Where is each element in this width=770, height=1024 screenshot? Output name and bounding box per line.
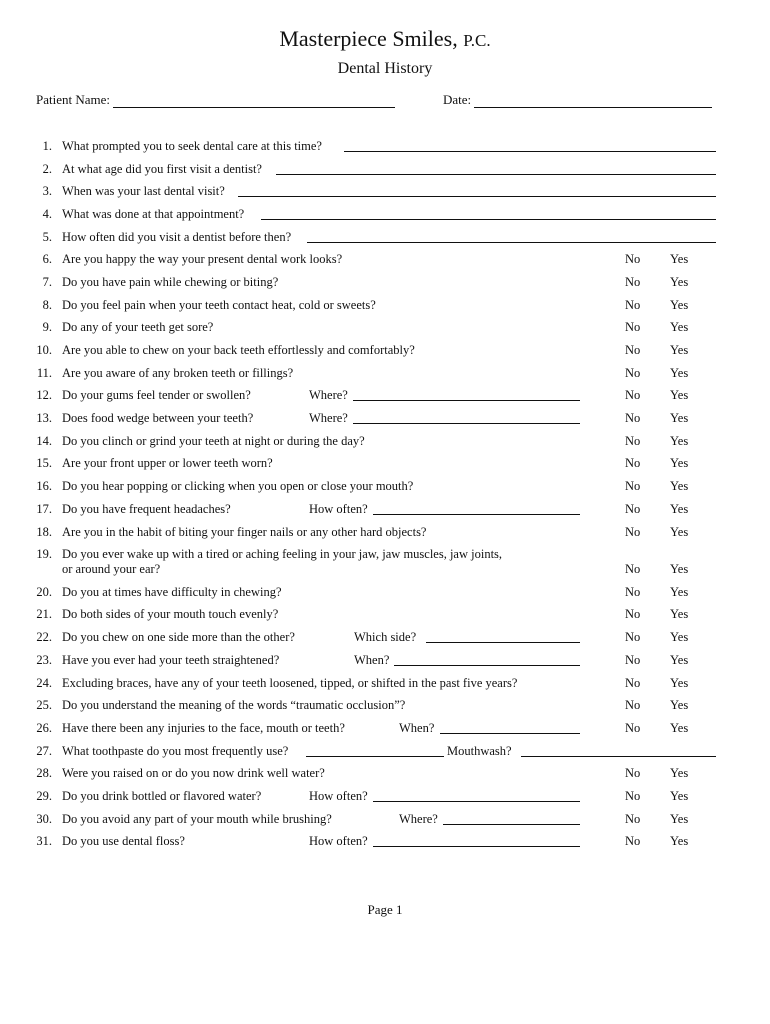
answer-yes-option[interactable]: Yes bbox=[670, 834, 689, 848]
answer-no-option[interactable]: No bbox=[625, 562, 641, 576]
question-number: 19. bbox=[36, 547, 52, 561]
answer-no-option[interactable]: No bbox=[625, 698, 641, 712]
answer-line[interactable] bbox=[307, 230, 716, 243]
inline-field-line[interactable] bbox=[443, 812, 580, 825]
practice-suffix: P.C. bbox=[463, 31, 491, 50]
answer-no-option[interactable]: No bbox=[625, 388, 641, 402]
question-text: Are you in the habit of biting your finger nails or any other hard objects? bbox=[62, 525, 427, 539]
answer-yes-option[interactable]: Yes bbox=[670, 456, 689, 470]
answer-yes-option[interactable]: Yes bbox=[670, 766, 689, 780]
question-text: Were you raised on or do you now drink well water? bbox=[62, 766, 325, 780]
answer-yes-option[interactable]: Yes bbox=[670, 630, 689, 644]
inline-field-label: How often? bbox=[309, 834, 368, 848]
inline-field-line[interactable] bbox=[373, 502, 580, 515]
date-row bbox=[443, 92, 712, 108]
question-number: 27. bbox=[36, 744, 52, 758]
question-number: 15. bbox=[36, 456, 52, 470]
question-number: 11. bbox=[36, 366, 52, 380]
answer-yes-option[interactable]: Yes bbox=[670, 607, 689, 621]
question-text: Do any of your teeth get sore? bbox=[62, 320, 214, 334]
question-number: 17. bbox=[36, 502, 52, 516]
question-number: 24. bbox=[36, 676, 52, 690]
answer-no-option[interactable]: No bbox=[625, 275, 641, 289]
answer-yes-option[interactable]: Yes bbox=[670, 721, 689, 735]
answer-yes-option[interactable]: Yes bbox=[670, 676, 689, 690]
answer-yes-option[interactable]: Yes bbox=[670, 434, 689, 448]
question-text: Do you drink bottled or flavored water? bbox=[62, 789, 262, 803]
question-number: 31. bbox=[36, 834, 52, 848]
question-number: 1. bbox=[42, 139, 52, 153]
answer-no-option[interactable]: No bbox=[625, 789, 641, 803]
answer-no-option[interactable]: No bbox=[625, 721, 641, 735]
answer-no-option[interactable]: No bbox=[625, 479, 641, 493]
answer-yes-option[interactable]: Yes bbox=[670, 525, 689, 539]
question-text: What toothpaste do you most frequently use? bbox=[62, 744, 289, 758]
question-number: 2. bbox=[42, 162, 52, 176]
question-number: 30. bbox=[36, 812, 52, 826]
answer-yes-option[interactable]: Yes bbox=[670, 789, 689, 803]
answer-no-option[interactable]: No bbox=[625, 366, 641, 380]
question-text: Do you have pain while chewing or biting? bbox=[62, 275, 279, 289]
question-number: 18. bbox=[36, 525, 52, 539]
answer-no-option[interactable]: No bbox=[625, 525, 641, 539]
question-number: 5. bbox=[42, 230, 52, 244]
question-text: Are you happy the way your present dental work looks? bbox=[62, 252, 343, 266]
question-text: Do your gums feel tender or swollen? bbox=[62, 388, 251, 402]
answer-no-option[interactable]: No bbox=[625, 411, 641, 425]
patient-name-label: Patient Name: bbox=[36, 92, 111, 107]
question-number: 26. bbox=[36, 721, 52, 735]
question-number: 9. bbox=[42, 320, 52, 334]
inline-field-line[interactable] bbox=[373, 834, 580, 847]
question-text: What was done at that appointment? bbox=[62, 207, 245, 221]
answer-no-option[interactable]: No bbox=[625, 585, 641, 599]
answer-no-option[interactable]: No bbox=[625, 653, 641, 667]
inline-field-line[interactable] bbox=[521, 744, 716, 757]
page-title bbox=[0, 26, 770, 52]
question-text: Excluding braces, have any of your teeth loosened, tipped, or shifted in the past five years? bbox=[62, 676, 518, 690]
inline-field-line[interactable] bbox=[426, 630, 580, 643]
question-text: Do you understand the meaning of the words “traumatic occlusion”? bbox=[62, 698, 406, 712]
answer-no-option[interactable]: No bbox=[625, 298, 641, 312]
question-text: Have you ever had your teeth straightened? bbox=[62, 653, 280, 667]
inline-field-label: Where? bbox=[399, 812, 438, 826]
answer-no-option[interactable]: No bbox=[625, 766, 641, 780]
question-text: Does food wedge between your teeth? bbox=[62, 411, 254, 425]
inline-field-line[interactable] bbox=[394, 653, 580, 666]
answer-yes-option[interactable]: Yes bbox=[670, 343, 689, 357]
question-text: Do you clinch or grind your teeth at night or during the day? bbox=[62, 434, 365, 448]
inline-field-label: Where? bbox=[309, 388, 348, 402]
question-number: 25. bbox=[36, 698, 52, 712]
inline-field-line[interactable] bbox=[353, 388, 580, 401]
question-text: Do you feel pain when your teeth contact heat, cold or sweets? bbox=[62, 298, 376, 312]
answer-no-option[interactable]: No bbox=[625, 456, 641, 470]
question-number: 10. bbox=[36, 343, 52, 357]
question-number: 3. bbox=[42, 184, 52, 198]
question-text: When was your last dental visit? bbox=[62, 184, 225, 198]
answer-no-option[interactable]: No bbox=[625, 676, 641, 690]
patient-name-row bbox=[36, 92, 395, 108]
inline-field-line[interactable] bbox=[373, 789, 580, 802]
question-text: Do you ever wake up with a tired or aching feeling in your jaw, jaw muscles, jaw joints, bbox=[62, 547, 503, 561]
answer-no-option[interactable]: No bbox=[625, 812, 641, 826]
inline-field-label: Mouthwash? bbox=[447, 744, 512, 758]
inline-field-label: Where? bbox=[309, 411, 348, 425]
answer-yes-option[interactable]: Yes bbox=[670, 366, 689, 380]
question-number: 7. bbox=[42, 275, 52, 289]
answer-yes-option[interactable]: Yes bbox=[670, 388, 689, 402]
answer-no-option[interactable]: No bbox=[625, 607, 641, 621]
question-number: 14. bbox=[36, 434, 52, 448]
page-number: Page 1 bbox=[367, 902, 403, 917]
inline-field-label: When? bbox=[354, 653, 390, 667]
answer-yes-option[interactable]: Yes bbox=[670, 252, 689, 266]
question-number: 16. bbox=[36, 479, 52, 493]
answer-no-option[interactable]: No bbox=[625, 252, 641, 266]
question-number: 4. bbox=[42, 207, 52, 221]
answer-yes-option[interactable]: Yes bbox=[670, 698, 689, 712]
answer-no-option[interactable]: No bbox=[625, 343, 641, 357]
answer-no-option[interactable]: No bbox=[625, 502, 641, 516]
answer-yes-option[interactable]: Yes bbox=[670, 653, 689, 667]
answer-yes-option[interactable]: Yes bbox=[670, 275, 689, 289]
question-text: Do you at times have difficulty in chewing? bbox=[62, 585, 282, 599]
answer-no-option[interactable]: No bbox=[625, 434, 641, 448]
inline-field-label: How often? bbox=[309, 789, 368, 803]
question-text-continued: or around your ear? bbox=[62, 562, 161, 576]
question-text: Are you able to chew on your back teeth effortlessly and comfortably? bbox=[62, 343, 415, 357]
question-number: 6. bbox=[42, 252, 52, 266]
question-number: 20. bbox=[36, 585, 52, 599]
question-text: Do both sides of your mouth touch evenly? bbox=[62, 607, 279, 621]
answer-yes-option[interactable]: Yes bbox=[670, 320, 689, 334]
practice-name: Masterpiece Smiles, bbox=[279, 26, 458, 51]
answer-no-option[interactable]: No bbox=[625, 834, 641, 848]
inline-field-line[interactable] bbox=[353, 411, 580, 424]
date-field[interactable] bbox=[474, 95, 712, 108]
inline-field-label: When? bbox=[399, 721, 435, 735]
answer-line[interactable] bbox=[344, 139, 716, 152]
question-number: 21. bbox=[36, 607, 52, 621]
answer-line[interactable] bbox=[261, 207, 716, 220]
question-text: Do you have frequent headaches? bbox=[62, 502, 231, 516]
inline-field-label: Which side? bbox=[354, 630, 417, 644]
question-number: 29. bbox=[36, 789, 52, 803]
answer-no-option[interactable]: No bbox=[625, 320, 641, 334]
question-text: Are you aware of any broken teeth or fillings? bbox=[62, 366, 294, 380]
patient-name-field[interactable] bbox=[113, 95, 395, 108]
question-number: 22. bbox=[36, 630, 52, 644]
question-text: Do you use dental floss? bbox=[62, 834, 185, 848]
answer-line[interactable] bbox=[238, 184, 716, 197]
answer-yes-option[interactable]: Yes bbox=[670, 502, 689, 516]
answer-yes-option[interactable]: Yes bbox=[670, 562, 689, 576]
question-number: 28. bbox=[36, 766, 52, 780]
question-number: 13. bbox=[36, 411, 52, 425]
question-text: Do you chew on one side more than the other? bbox=[62, 630, 295, 644]
question-text: Do you hear popping or clicking when you open or close your mouth? bbox=[62, 479, 414, 493]
question-text: How often did you visit a dentist before then? bbox=[62, 230, 292, 244]
toothpaste-line[interactable] bbox=[306, 744, 444, 757]
answer-yes-option[interactable]: Yes bbox=[670, 298, 689, 312]
answer-no-option[interactable]: No bbox=[625, 630, 641, 644]
inline-field-line[interactable] bbox=[440, 721, 580, 734]
question-number: 8. bbox=[42, 298, 52, 312]
answer-yes-option[interactable]: Yes bbox=[670, 585, 689, 599]
question-text: What prompted you to seek dental care at this time? bbox=[62, 139, 322, 153]
question-text: Do you avoid any part of your mouth while brushing? bbox=[62, 812, 332, 826]
answer-line[interactable] bbox=[276, 162, 716, 175]
inline-field-label: How often? bbox=[309, 502, 368, 516]
date-label: Date: bbox=[443, 92, 472, 107]
question-text: Have there been any injuries to the face, mouth or teeth? bbox=[62, 721, 345, 735]
answer-yes-option[interactable]: Yes bbox=[670, 411, 689, 425]
form-subtitle: Dental History bbox=[337, 60, 433, 77]
answer-yes-option[interactable]: Yes bbox=[670, 479, 689, 493]
question-number: 12. bbox=[36, 388, 52, 402]
question-number: 23. bbox=[36, 653, 52, 667]
question-text: At what age did you first visit a dentist? bbox=[62, 162, 262, 176]
question-text: Are your front upper or lower teeth worn? bbox=[62, 456, 273, 470]
answer-yes-option[interactable]: Yes bbox=[670, 812, 689, 826]
